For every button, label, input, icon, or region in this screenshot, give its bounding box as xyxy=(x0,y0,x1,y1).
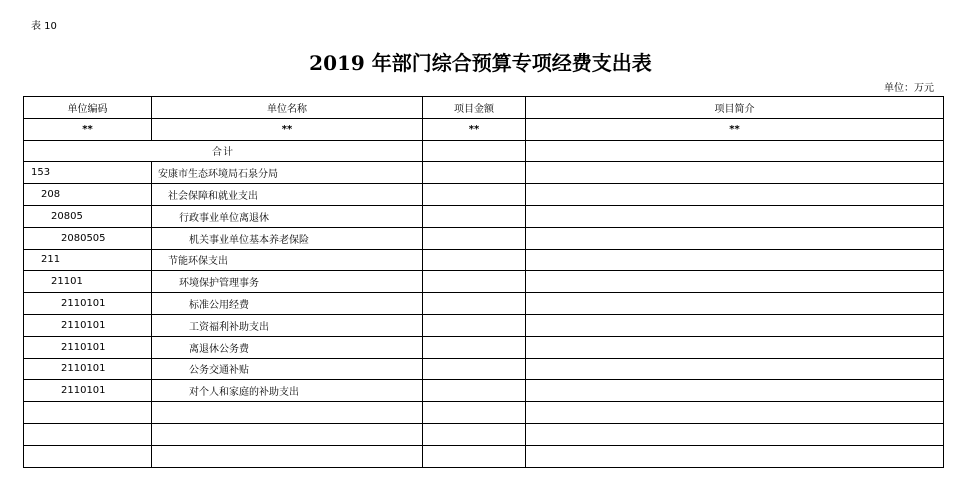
unit-name-cell: 环境保护管理事务 xyxy=(152,271,423,293)
table-row xyxy=(24,249,944,271)
project-amount-cell xyxy=(423,249,526,271)
unit-label: 单位：万元 xyxy=(884,83,934,94)
project-amount-cell xyxy=(423,184,526,206)
unit-code-cell: 2080505 xyxy=(24,227,152,249)
empty-cell xyxy=(526,402,944,424)
table-row xyxy=(24,227,944,249)
project-amount-cell xyxy=(423,293,526,315)
unit-code-cell: 153 xyxy=(24,162,152,184)
empty-cell xyxy=(24,402,152,424)
total-label: 合计 xyxy=(24,140,423,162)
unit-code-cell: 2110101 xyxy=(24,314,152,336)
table-row xyxy=(24,314,944,336)
unit-code-cell: 2110101 xyxy=(24,380,152,402)
project-description-cell xyxy=(526,249,944,271)
unit-code-cell: 2110101 xyxy=(24,336,152,358)
empty-cell xyxy=(423,402,526,424)
empty-cell xyxy=(526,445,944,467)
empty-cell xyxy=(526,423,944,445)
placeholder-row xyxy=(24,118,944,140)
header-project-description: 项目简介 xyxy=(526,97,944,119)
project-description-cell xyxy=(526,314,944,336)
empty-cell xyxy=(152,423,423,445)
project-description-cell xyxy=(526,205,944,227)
project-description-cell xyxy=(526,336,944,358)
table-row xyxy=(24,293,944,315)
unit-name-cell: 行政事业单位离退休 xyxy=(152,205,423,227)
placeholder-cell: ** xyxy=(526,118,944,140)
page-title: 2019 年部门综合预算专项经费支出表 xyxy=(309,51,652,75)
unit-code-cell: 2110101 xyxy=(24,358,152,380)
table-row xyxy=(24,184,944,206)
project-description-cell xyxy=(526,227,944,249)
empty-cell xyxy=(423,423,526,445)
unit-code-cell: 2110101 xyxy=(24,293,152,315)
unit-code-cell: 211 xyxy=(24,249,152,271)
unit-name-cell: 社会保障和就业支出 xyxy=(152,184,423,206)
header-unit-code: 单位编码 xyxy=(24,97,152,119)
table-number: 表 10 xyxy=(31,21,57,32)
project-description-cell xyxy=(526,358,944,380)
unit-code-cell: 208 xyxy=(24,184,152,206)
table-row xyxy=(24,336,944,358)
total-amount-cell xyxy=(423,140,526,162)
unit-name-cell: 工资福利补助支出 xyxy=(152,314,423,336)
empty-cell xyxy=(152,445,423,467)
empty-cell xyxy=(24,423,152,445)
project-amount-cell xyxy=(423,271,526,293)
unit-name-cell: 安康市生态环境局石泉分局 xyxy=(152,162,423,184)
empty-row xyxy=(24,402,944,424)
project-amount-cell xyxy=(423,380,526,402)
empty-cell xyxy=(152,402,423,424)
table-row xyxy=(24,205,944,227)
unit-name-cell: 对个人和家庭的补助支出 xyxy=(152,380,423,402)
project-description-cell xyxy=(526,162,944,184)
header-unit-name: 单位名称 xyxy=(152,97,423,119)
empty-cell xyxy=(24,445,152,467)
table-row xyxy=(24,380,944,402)
header-project-amount: 项目金额 xyxy=(423,97,526,119)
unit-name-cell: 标准公用经费 xyxy=(152,293,423,315)
project-description-cell xyxy=(526,380,944,402)
table-row xyxy=(24,162,944,184)
unit-code-cell: 21101 xyxy=(24,271,152,293)
total-description-cell xyxy=(526,140,944,162)
header-row xyxy=(24,97,944,119)
project-description-cell xyxy=(526,293,944,315)
unit-name-cell: 节能环保支出 xyxy=(152,249,423,271)
unit-name-cell: 公务交通补贴 xyxy=(152,358,423,380)
placeholder-cell: ** xyxy=(24,118,152,140)
project-amount-cell xyxy=(423,227,526,249)
project-description-cell xyxy=(526,271,944,293)
project-amount-cell xyxy=(423,358,526,380)
placeholder-cell: ** xyxy=(152,118,423,140)
unit-name-cell: 机关事业单位基本养老保险 xyxy=(152,227,423,249)
project-amount-cell xyxy=(423,314,526,336)
placeholder-cell: ** xyxy=(423,118,526,140)
unit-code-cell: 20805 xyxy=(24,205,152,227)
unit-name-cell: 离退休公务费 xyxy=(152,336,423,358)
total-row xyxy=(24,140,944,162)
table-row xyxy=(24,271,944,293)
project-description-cell xyxy=(526,184,944,206)
empty-cell xyxy=(423,445,526,467)
project-amount-cell xyxy=(423,162,526,184)
budget-table xyxy=(23,96,944,468)
project-amount-cell xyxy=(423,336,526,358)
project-amount-cell xyxy=(423,205,526,227)
table-row xyxy=(24,358,944,380)
empty-row xyxy=(24,445,944,467)
empty-row xyxy=(24,423,944,445)
